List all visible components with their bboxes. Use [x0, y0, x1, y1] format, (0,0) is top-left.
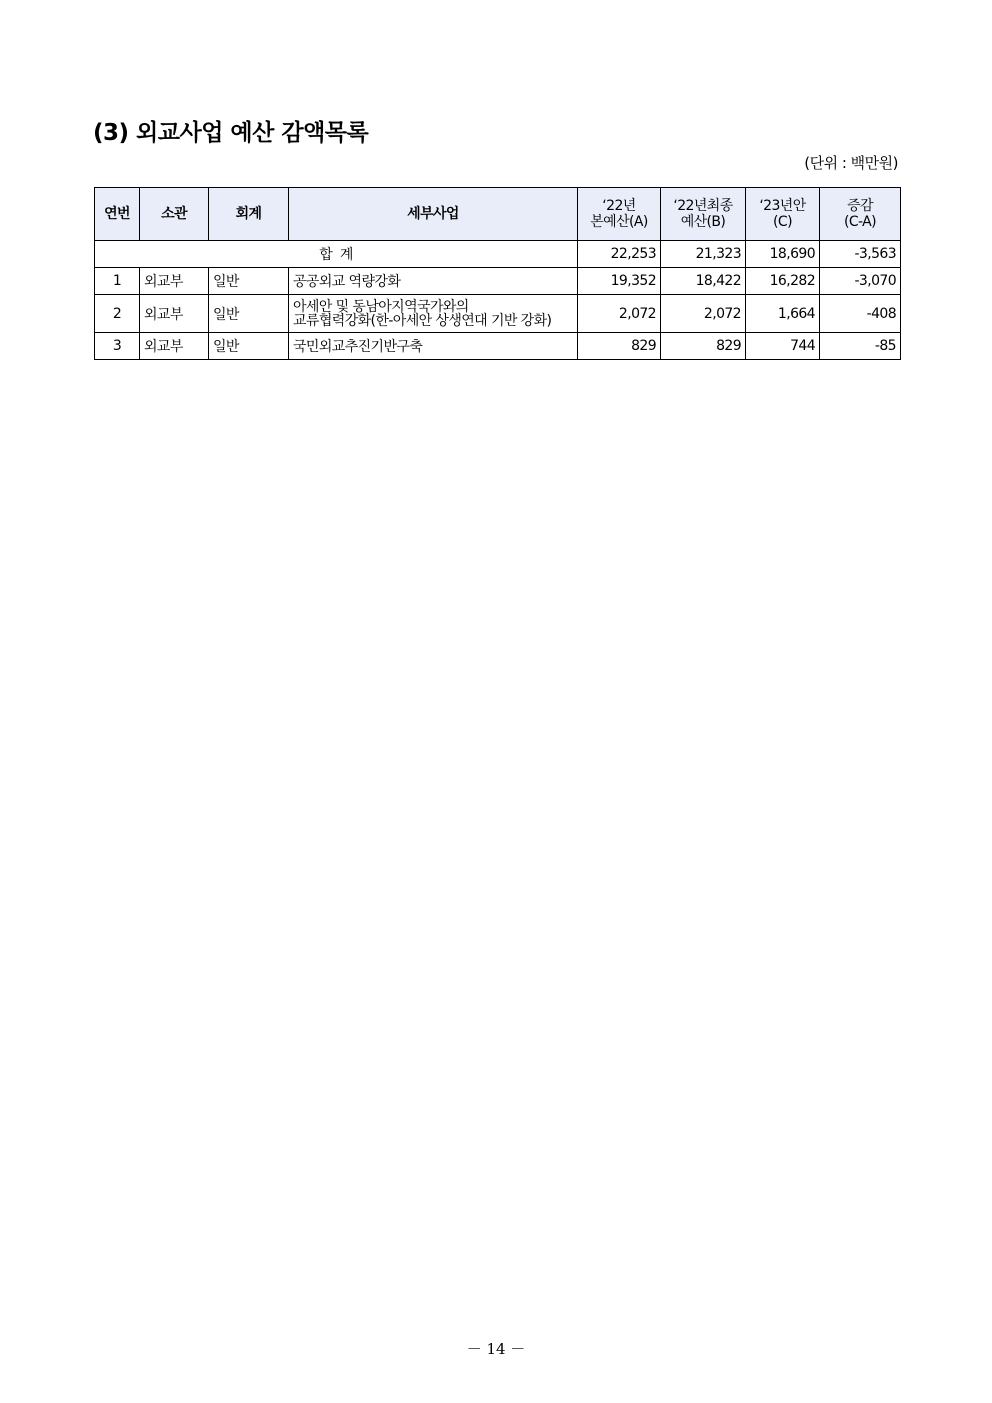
header-project: 세부사업 — [289, 188, 578, 241]
header-change-line2: (C-A) — [843, 214, 877, 230]
row-no: 1 — [95, 268, 140, 295]
header-budget-22-line1: ‘22년 — [602, 198, 636, 214]
header-budget-22 — [578, 188, 661, 241]
row-ministry: 외교부 — [140, 333, 209, 360]
row-c: 16,282 — [746, 268, 820, 295]
row-b: 18,422 — [661, 268, 746, 295]
total-a: 22,253 — [578, 241, 661, 268]
total-b: 21,323 — [661, 241, 746, 268]
row-b: 2,072 — [661, 295, 746, 333]
row-d: -408 — [820, 295, 901, 333]
row-project-line1: 아세안 및 동남아지역국가와의 — [293, 298, 469, 315]
header-final-22-line1: ‘22년최종 — [673, 198, 733, 214]
row-c: 744 — [746, 333, 820, 360]
header-final-22 — [661, 188, 746, 241]
row-a: 829 — [578, 333, 661, 360]
table-row — [95, 295, 901, 333]
table-row — [95, 268, 901, 295]
row-project-line2: 교류협력강화(한-아세안 상생연대 기반 강화) — [293, 312, 552, 329]
total-label: 합 계 — [95, 241, 578, 268]
header-budget-22-line2: 본예산(A) — [590, 214, 648, 230]
header-account: 회계 — [209, 188, 289, 241]
row-d: -85 — [820, 333, 901, 360]
header-proposal-23-line1: ‘23년안 — [759, 198, 806, 214]
header-ministry: 소관 — [140, 188, 209, 241]
row-a: 19,352 — [578, 268, 661, 295]
row-account: 일반 — [209, 333, 289, 360]
row-project: 국민외교추진기반구축 — [289, 333, 578, 360]
row-no: 2 — [95, 295, 140, 333]
table-row — [95, 333, 901, 360]
row-d: -3,070 — [820, 268, 901, 295]
row-project — [289, 295, 578, 333]
header-final-22-line2: 예산(B) — [680, 214, 726, 230]
table-header-row — [95, 188, 901, 241]
row-b: 829 — [661, 333, 746, 360]
row-no: 3 — [95, 333, 140, 360]
header-change — [820, 188, 901, 241]
header-change-line1: 증감 — [847, 198, 873, 214]
header-proposal-23-line2: (C) — [773, 214, 792, 230]
total-row — [95, 241, 901, 268]
row-ministry: 외교부 — [140, 268, 209, 295]
row-account: 일반 — [209, 295, 289, 333]
budget-cut-table — [94, 187, 901, 360]
page-number: － 14 － — [466, 1340, 526, 1358]
row-project: 공공외교 역량강화 — [289, 268, 578, 295]
row-ministry: 외교부 — [140, 295, 209, 333]
header-no: 연번 — [95, 188, 140, 241]
total-c: 18,690 — [746, 241, 820, 268]
unit-label: (단위 : 백만원) — [804, 154, 898, 172]
section-title: (3) 외교사업 예산 감액목록 — [93, 120, 369, 146]
row-account: 일반 — [209, 268, 289, 295]
row-c: 1,664 — [746, 295, 820, 333]
total-d: -3,563 — [820, 241, 901, 268]
header-proposal-23 — [746, 188, 820, 241]
row-a: 2,072 — [578, 295, 661, 333]
